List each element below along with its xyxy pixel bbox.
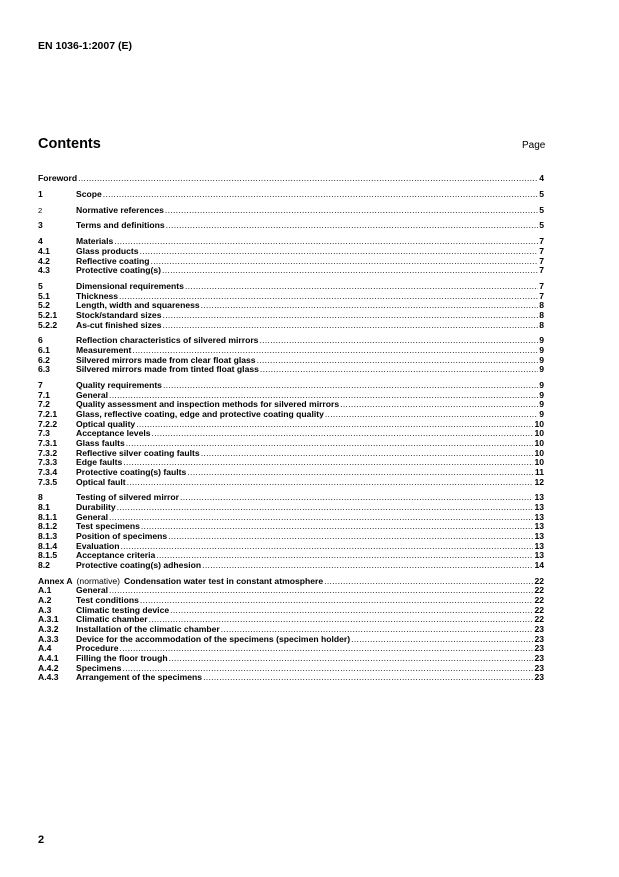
toc-entry-title: Device for the accommodation of the specimens (specimen holder) <box>76 633 351 644</box>
dot-leader <box>257 356 539 366</box>
dot-leader <box>141 522 534 532</box>
toc-entry-page: 23 <box>534 652 544 663</box>
toc-entry-page: 9 <box>539 364 544 375</box>
toc-entry-title: Normative references <box>76 204 164 215</box>
toc-entry-number: 7.3.5 <box>38 476 58 487</box>
toc-entry-page: 10 <box>534 418 544 429</box>
toc-entry-title: Dimensional requirements <box>76 281 184 292</box>
toc-entry-number: 3 <box>38 220 43 231</box>
toc-entry-number: 7 <box>38 380 43 391</box>
dot-leader <box>152 429 534 439</box>
dot-leader <box>168 532 533 542</box>
toc-entry-title: Durability <box>76 502 116 513</box>
toc-entry[interactable] <box>38 321 544 331</box>
dot-leader <box>127 478 534 488</box>
dot-leader <box>165 206 538 216</box>
toc-entry-number: A.2 <box>38 595 52 606</box>
dot-leader <box>187 468 534 478</box>
toc-entry-page: 8 <box>539 319 544 330</box>
toc-entry-number: A.3.1 <box>38 614 59 625</box>
dot-leader <box>259 336 538 346</box>
toc-entry-page: 9 <box>539 380 544 391</box>
toc-entry-page: 9 <box>539 335 544 346</box>
toc-entry-number: 8.1 <box>38 502 50 513</box>
toc-entry-number: A.4.3 <box>38 672 59 683</box>
toc-entry-title: Optical fault <box>76 476 126 487</box>
toc-entry-number: 7.3.3 <box>38 457 58 468</box>
toc-entry-page: 10 <box>534 438 544 449</box>
dot-leader <box>202 561 533 571</box>
toc-entry-number: 6 <box>38 335 43 346</box>
table-of-contents <box>38 174 544 683</box>
toc-entry-title: General <box>76 389 109 400</box>
toc-entry-number: 2 <box>38 205 43 215</box>
toc-entry-title: Stock/standard sizes <box>76 309 162 320</box>
toc-entry-title: Evaluation <box>76 540 120 551</box>
toc-entry-page: 22 <box>534 604 544 615</box>
toc-entry[interactable] <box>38 561 544 571</box>
dot-leader <box>170 606 533 616</box>
dot-leader <box>109 586 533 596</box>
toc-entry-number: 8.1.2 <box>38 521 58 532</box>
toc-entry-title: Glass products <box>76 245 139 256</box>
toc-entry-number: 8.1.3 <box>38 531 58 541</box>
toc-entry[interactable] <box>38 478 544 488</box>
toc-entry-title: Acceptance criteria <box>76 550 156 561</box>
toc-entry-number: 4 <box>38 236 43 247</box>
toc-entry-title: Glass, reflective coating, edge and protective coating quality <box>76 409 324 420</box>
toc-entry-page: 13 <box>534 550 544 561</box>
dot-leader <box>162 321 538 331</box>
toc-entry-page: 22 <box>534 595 544 606</box>
toc-entry-page: 9 <box>539 389 544 400</box>
toc-entry[interactable] <box>38 365 544 375</box>
toc-entry-page: 23 <box>534 643 544 654</box>
annex-title: Condensation water test in constant atmosphere <box>124 575 324 586</box>
dot-leader <box>185 282 538 292</box>
toc-entry[interactable] <box>38 673 544 683</box>
toc-entry-page: 9 <box>539 354 544 365</box>
document-id: EN 1036-1:2007 (E) <box>38 40 132 52</box>
toc-entry-page: 22 <box>534 614 544 625</box>
toc-entry-page: 10 <box>534 447 544 458</box>
toc-entry-number: A.4.1 <box>38 652 59 663</box>
toc-entry-title: Optical quality <box>76 418 136 429</box>
toc-entry-title: Filling the floor trough <box>76 652 168 663</box>
toc-entry-number: 5.1 <box>38 290 50 301</box>
toc-entry-page: 13 <box>534 531 544 541</box>
toc-entry-title: Test conditions <box>76 595 139 606</box>
toc-entry[interactable] <box>38 266 544 276</box>
toc-entry-page: 5 <box>539 188 544 199</box>
page-title: Contents <box>38 136 101 152</box>
toc-entry-number: 7.3.1 <box>38 438 58 449</box>
toc-entry-number: 7.2.1 <box>38 409 58 420</box>
dot-leader <box>201 301 539 311</box>
dot-leader <box>163 311 539 321</box>
toc-entry-page: 22 <box>534 585 544 596</box>
toc-entry-title: General <box>76 585 109 596</box>
toc-entry-number: 4.1 <box>38 245 50 256</box>
toc-entry-page: 8 <box>539 309 544 320</box>
dot-leader <box>140 247 539 257</box>
toc-entry-title: Quality requirements <box>76 380 162 391</box>
toc-entry-title: Terms and definitions <box>76 220 165 231</box>
toc-entry-page: 14 <box>534 559 544 570</box>
dot-leader <box>203 673 533 683</box>
toc-entry-title: Protective coating(s) <box>76 265 162 276</box>
toc-entry-page: 8 <box>539 300 544 311</box>
toc-entry-number: 5.2.1 <box>38 309 58 320</box>
dot-leader <box>260 365 538 375</box>
toc-entry-title: Procedure <box>76 643 119 654</box>
toc-entry-number: A.4.2 <box>38 662 59 673</box>
toc-entry-page: 10 <box>534 457 544 468</box>
toc-entry-title: General <box>76 511 109 522</box>
dot-leader <box>163 381 538 391</box>
toc-entry-number: 7.3.2 <box>38 447 58 458</box>
toc-entry-number: 8.1.1 <box>38 511 58 522</box>
page-column-heading: Page <box>522 140 546 151</box>
toc-entry-title: Arrangement of the specimens <box>76 672 203 683</box>
toc-entry-title: As-cut finished sizes <box>76 319 162 330</box>
toc-entry[interactable] <box>38 174 544 184</box>
toc-entry-title: Measurement <box>76 345 132 356</box>
toc-entry-title: Acceptance levels <box>76 428 151 439</box>
dot-leader <box>166 221 539 231</box>
toc-entry-number: 6.3 <box>38 364 50 375</box>
dot-leader <box>169 654 534 664</box>
dot-leader <box>120 644 534 654</box>
toc-entry-page: 7 <box>539 236 544 247</box>
toc-entry-number: 5 <box>38 281 43 292</box>
toc-entry-page: 10 <box>534 428 544 439</box>
toc-entry-title: Reflection characteristics of silvered mirrors <box>76 335 259 346</box>
toc-entry-number: A.3 <box>38 604 52 615</box>
toc-entry-number: A.3.3 <box>38 633 59 644</box>
toc-entry-number: 8.1.5 <box>38 550 58 561</box>
toc-entry-title: Climatic testing device <box>76 604 170 615</box>
toc-entry-page: 7 <box>539 255 544 266</box>
toc-entry-title: Glass faults <box>76 438 125 449</box>
toc-entry-number: 7.3 <box>38 428 50 439</box>
toc-entry-page: 22 <box>534 575 544 586</box>
toc-entry-title: Reflective coating <box>76 255 150 266</box>
toc-entry-title: Protective coating(s) faults <box>76 466 187 477</box>
toc-entry[interactable] <box>38 503 544 513</box>
toc-entry-page: 13 <box>534 502 544 513</box>
toc-entry-page: 7 <box>539 281 544 292</box>
toc-entry-number: 8.1.4 <box>38 540 58 551</box>
dot-leader <box>78 174 538 184</box>
toc-entry-number: 4.2 <box>38 255 50 266</box>
toc-entry-number: 8 <box>38 492 43 503</box>
toc-entry-page: 23 <box>534 633 544 644</box>
annex-note: (normative) <box>76 575 121 586</box>
dot-leader <box>103 190 538 200</box>
dot-leader <box>340 400 538 410</box>
toc-entry-page: 5 <box>539 220 544 231</box>
toc-entry-number: A.3.2 <box>38 623 59 634</box>
toc-entry-page: 13 <box>534 511 544 522</box>
toc-entry-number: 7.2.2 <box>38 418 58 429</box>
toc-entry-title: Specimens <box>76 662 122 673</box>
toc-entry-title: Installation of the climatic chamber <box>76 623 220 634</box>
toc-entry[interactable] <box>38 381 544 391</box>
toc-entry-page: 23 <box>534 623 544 634</box>
toc-entry-page: 7 <box>539 290 544 301</box>
toc-entry-page: 13 <box>534 540 544 551</box>
dot-leader <box>325 410 538 420</box>
toc-entry-number: A.4 <box>38 643 52 654</box>
toc-entry-title: Foreword <box>38 173 78 183</box>
dot-leader <box>201 449 534 459</box>
dot-leader <box>114 237 538 247</box>
toc-entry-title: Length, width and squareness <box>76 300 200 311</box>
toc-entry-title: Thickness <box>76 290 119 301</box>
toc-entry-page: 23 <box>534 662 544 673</box>
footer-page-number: 2 <box>38 834 45 846</box>
toc-entry-page: 12 <box>534 476 544 487</box>
toc-entry-page: 9 <box>539 345 544 356</box>
toc-entry-title: Edge faults <box>76 457 123 468</box>
toc-entry-title: Quality assessment and inspection methods for silvered mirrors <box>76 399 340 410</box>
dot-leader <box>162 266 538 276</box>
toc-entry-number: 8.2 <box>38 559 50 570</box>
toc-entry-page: 5 <box>539 204 544 215</box>
toc-entry-number: 5.2.2 <box>38 319 58 330</box>
toc-entry-page: 11 <box>534 466 544 477</box>
toc-entry-number: 1 <box>38 188 43 199</box>
dot-leader <box>180 493 533 503</box>
toc-entry-title: Scope <box>76 188 102 199</box>
toc-entry-title: Position of specimens <box>76 531 168 541</box>
toc-entry-page: 9 <box>539 399 544 410</box>
dot-leader <box>136 420 533 430</box>
toc-entry-title: Silvered mirrors made from tinted float glass <box>76 364 259 375</box>
toc-entry-title: Climatic chamber <box>76 614 148 625</box>
toc-entry[interactable] <box>38 190 544 200</box>
toc-entry[interactable] <box>38 577 544 587</box>
dot-leader <box>120 542 533 552</box>
toc-entry[interactable] <box>38 221 544 231</box>
toc-entry-title: Testing of silvered mirror <box>76 492 179 503</box>
dot-leader <box>151 257 539 267</box>
toc-entry-page: 13 <box>534 521 544 532</box>
toc-entry-number: 6.1 <box>38 345 50 356</box>
dot-leader <box>109 513 533 523</box>
dot-leader <box>351 635 533 645</box>
dot-leader <box>324 577 533 587</box>
toc-entry-title: Reflective silver coating faults <box>76 447 200 458</box>
dot-leader <box>117 503 534 513</box>
toc-entry-number: 5.2 <box>38 300 50 311</box>
toc-entry-number: 7.3.4 <box>38 466 58 477</box>
toc-entry-title: Materials <box>76 236 114 247</box>
dot-leader <box>156 551 533 561</box>
toc-entry-title: Silvered mirrors made from clear float glass <box>76 354 256 365</box>
dot-leader <box>140 596 534 606</box>
toc-entry-page: 9 <box>539 409 544 420</box>
toc-entry-page: 7 <box>539 265 544 276</box>
toc-entry-page: 23 <box>534 672 544 683</box>
toc-entry-page: 4 <box>539 173 544 183</box>
toc-entry-title: Protective coating(s) adhesion <box>76 559 202 570</box>
toc-entry-page: 13 <box>534 492 544 503</box>
toc-entry-number: 7.1 <box>38 389 50 400</box>
toc-entry-number: 4.3 <box>38 265 50 276</box>
toc-entry-number: 6.2 <box>38 354 50 365</box>
annex-label: Annex A <box>38 575 73 586</box>
toc-entry-number: 7.2 <box>38 399 50 410</box>
toc-entry[interactable] <box>38 206 544 216</box>
toc-entry-page: 7 <box>539 245 544 256</box>
toc-entry-title: Test specimens <box>76 521 140 532</box>
toc-entry-number: A.1 <box>38 585 52 596</box>
